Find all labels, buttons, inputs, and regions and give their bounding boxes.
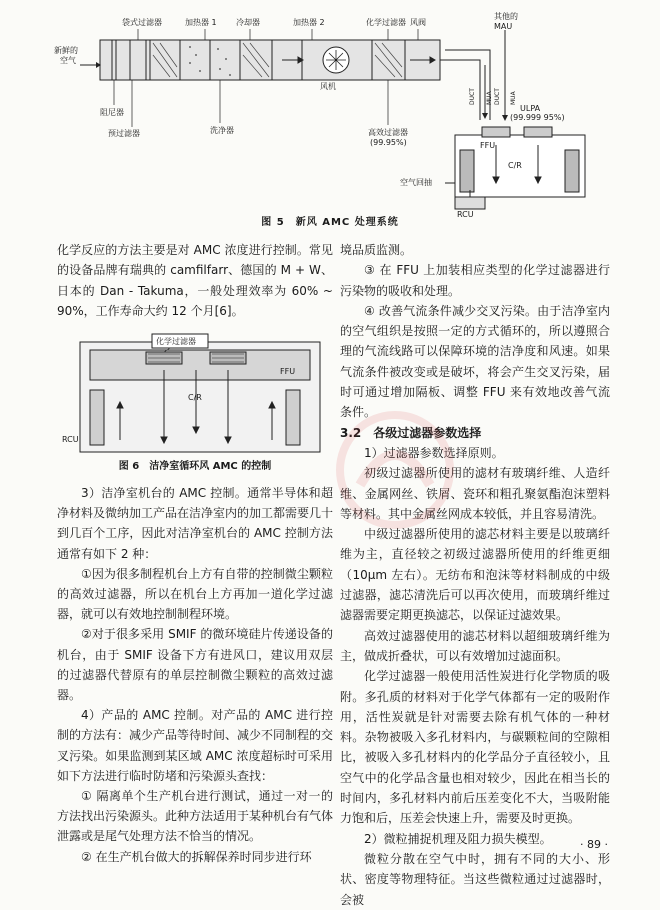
label-fan: 风机 [320, 82, 336, 91]
label-mua-2: MUA [510, 91, 517, 105]
label-valve: 风阀 [410, 18, 426, 27]
paragraph: 中级过滤器所使用的滤芯材料主要是以玻璃纤维为主，直径较之初级过滤器所使用的纤维更细（10μm 左右）。无纺布和泡沫等材料制成的中级过滤器，滤芯清洗后可以再次使用，而玻璃纤维过滤器需要定期更换滤芯，以保证过滤效果。 [340, 527, 610, 623]
right-column [340, 240, 610, 910]
paragraph: 3）洁净室机台的 AMC 控制。通常半导体和超净材料及微纳加工产品在洁净室内的加工都需要几十到几百个工序，因此对洁净室机台的 AMC 控制方法通常有如下 2 种： [57, 486, 334, 561]
page-number: · 89 · [580, 838, 608, 851]
paragraph: ① 隔离单个生产机台进行测试，通过一对一的方法找出污染源头。此种方法适用于某种机台有气体泄露或是尾气处理方法不恰当的情况。 [57, 789, 334, 844]
paragraph: ② 在生产机台做大的拆解保养时同步进行环 [81, 849, 312, 864]
section-title: 3.2 各级过滤器参数选择 [340, 425, 482, 440]
amc-treatment-diagram [50, 5, 610, 220]
label-bag-filter: 袋式过滤器 [122, 18, 162, 27]
fig6-label-ffu: FFU [280, 367, 296, 376]
label-heater1: 加热器 1 [185, 18, 217, 27]
paragraph: 境品质监测。 [340, 243, 413, 257]
label-hepa: 高效过滤器 [368, 128, 408, 137]
figure-5-caption: 图 5 新风 AMC 处理系统 [261, 217, 399, 228]
label-rcu: RCU [457, 210, 474, 219]
paragraph: 化学反应的方法主要是对 AMC 浓度进行控制。常见的设备品牌有瑞典的 camfilfarr、德国的 M + W、日本的 Dan - Takuma，一般处理效率为 60% ~ 90%，工作寿命大约 12 个月[6]。 [57, 243, 333, 318]
label-duct-2: DUCT [494, 88, 501, 105]
label-ulpa: ULPA [520, 104, 541, 113]
label-cr: C/R [508, 161, 522, 170]
paragraph: 4）产品的 AMC 控制。对产品的 AMC 进行控制的方法有：减少产品等待时间、减少不同制程的交叉污染。如果监测到某区域 AMC 浓度超标时可采用如下方法进行临时防堵和污染源头查找： [57, 708, 334, 783]
paragraph: ③ 在 FFU 上加装相应类型的化学过滤器进行污染物的吸收和处理。 [340, 263, 610, 298]
paragraph: ②对于很多采用 SMIF 的微环境硅片传递设备的机台，由于 SMIF 设备下方有进风口，建议用双层的过滤器代替原有的单层控制微尘颗粒的高效过滤器。 [57, 627, 333, 703]
label-fresh: 新鲜的 [54, 46, 78, 55]
label-chem-filter: 化学过滤器 [366, 18, 406, 27]
figure-6 [60, 330, 330, 460]
paragraph: 微粒分散在空气中时，拥有不同的大小、形状、密度等物理特征。当这些微粒通过过滤器时，会被 [340, 851, 610, 907]
fig6-label-cr: C/R [188, 393, 202, 402]
label-ulpa-eff: (99.999 95%) [510, 113, 565, 122]
figure-6-caption: 图 6 洁净室循环风 AMC 的控制 [118, 461, 272, 472]
paragraph: 高效过滤器使用的滤芯材料以超细玻璃纤维为主，做成折叠状，可以有效增加过滤面积。 [340, 628, 610, 663]
cleanroom-circulation-diagram [60, 330, 330, 460]
label-mua-1: MUA [486, 91, 493, 105]
paragraph: ④ 改善气流条件减少交叉污染。由于洁净室内的空气组织是按照一定的方式循环的，所以遵照合理的气流线路可以保障环境的洁净度和风速。如果气流条件被改变或是破坏，将会产生交叉污染，届时可通过增加隔板、调整 FFU 来有效地改善气流条件。 [340, 303, 610, 420]
left-column-top [57, 240, 333, 321]
paragraph: ①因为很多制程机台上方有自带的控制微尘颗粒的高效过滤器，所以在机台上方再加一道化学过滤器，就可以有效地控制制程环境。 [57, 566, 333, 622]
label-washer: 洗净器 [210, 126, 234, 135]
paragraph: 1）过滤器参数选择原则。 [364, 445, 504, 460]
label-hepa-eff: (99.95%) [370, 138, 407, 147]
label-other: 其他的 [494, 12, 518, 21]
paragraph: 2）微粒捕捉机理及阻力损失模型。 [364, 831, 552, 846]
left-column-bottom [57, 483, 333, 867]
fig6-label-chem-filter: 化学过滤器 [156, 337, 196, 346]
paragraph: 初级过滤器所使用的滤材有玻璃纤维、人造纤维、金属网丝、铁屑、瓷环和粗孔聚氨酯泡沫塑料等材料。其中金属丝网成本较低，并且容易清洗。 [340, 466, 610, 521]
label-cooler: 冷却器 [236, 18, 260, 27]
figure-5 [50, 5, 610, 220]
fig6-label-rcu: RCU [62, 435, 79, 444]
label-air: 空气 [60, 56, 76, 65]
label-duct-1: DUCT [469, 88, 476, 105]
label-prefilter: 预过滤器 [108, 129, 140, 138]
paragraph: 化学过滤器一般使用活性炭进行化学物质的吸附。多孔质的材料对于化学气体都有一定的吸附作用，活性炭就是针对需要去除有机气体的一种材料。杂物被吸入多孔材料内，与碳颗粒间的空隙相比，被吸入多孔材料内的化学品分子直径较小，且空气中的化学品含量也相对较少，因此在相当长的时间内，多孔材料内前后压差变化不大，当吸附能力饱和后，压差会快速上升，需要及时更换。 [340, 669, 610, 826]
label-damper: 阻尼器 [100, 108, 124, 117]
label-mau: MAU [494, 22, 513, 31]
label-return: 空气回抽 [400, 178, 432, 187]
label-ffu: FFU [480, 141, 496, 150]
watermark-logo [330, 405, 460, 535]
label-heater2: 加热器 2 [293, 18, 325, 27]
